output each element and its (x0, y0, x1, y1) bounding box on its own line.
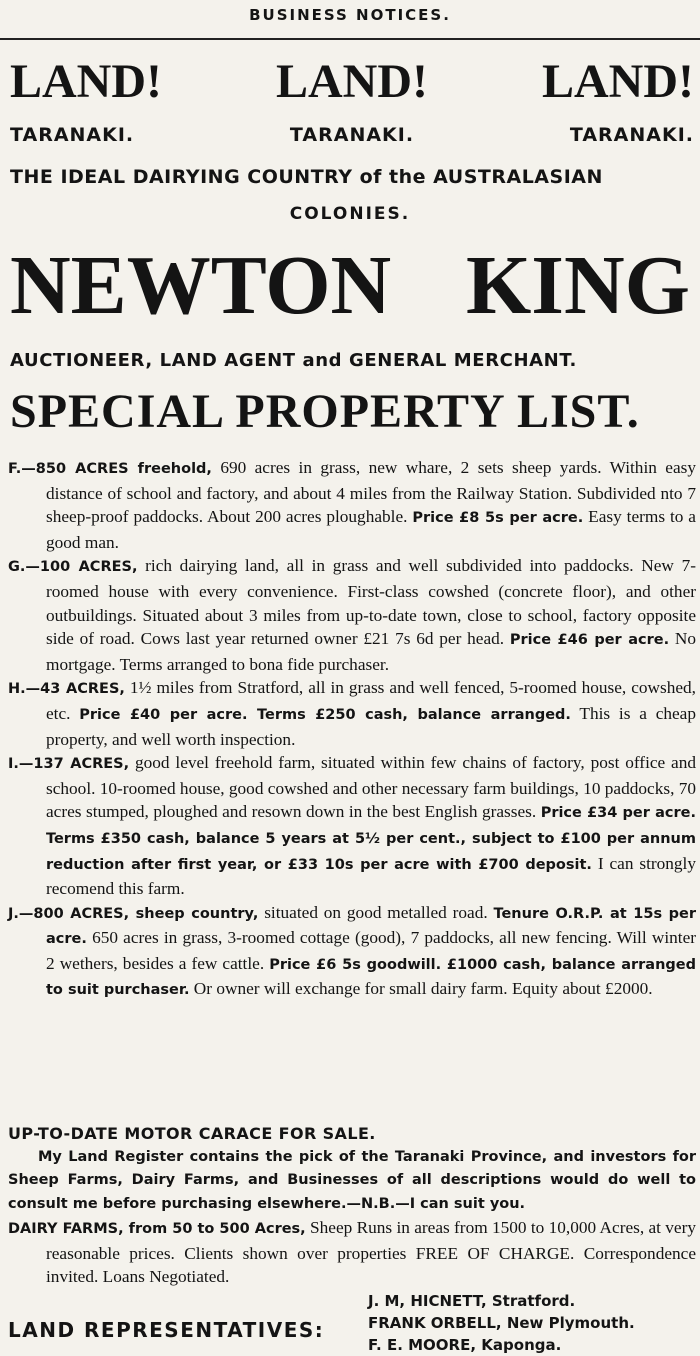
listing-i-head: I.—137 ACRES, (8, 756, 130, 773)
listing-f-head: F.—850 ACRES freehold, (8, 461, 212, 477)
taranaki-2: TARANAKI. (289, 124, 415, 146)
listing-g-head: G.—100 ACRES, (8, 559, 138, 576)
listing-h-price: Price £40 per acre. Terms £250 cash, balance arranged. (79, 706, 571, 723)
taranaki-1: TARANAKI. (10, 124, 135, 146)
ideal-dairying-line: THE IDEAL DAIRYING COUNTRY of the AUSTRALASIAN (10, 166, 603, 188)
listing-h-terms: This is a cheap property, and well worth inspection. (46, 703, 696, 749)
listing-j-price: Price £6 5s goodwill. £1000 cash, balance arranged to suit purchaser. (46, 956, 697, 999)
land-word-1: LAND! (10, 55, 162, 108)
representative-1: J. M, HICNETT, Stratford. (368, 1292, 576, 1310)
listing-h (8, 676, 696, 751)
listing-i (8, 751, 696, 901)
listing-j-tenure: Tenure O.R.P. at 15s per acre. (46, 905, 696, 948)
business-description: AUCTIONEER, LAND AGENT and GENERAL MERCHANT. (10, 350, 577, 371)
name-first: NEWTON (10, 239, 392, 332)
land-representatives (8, 1290, 696, 1354)
listing-g-terms: No mortgage. Terms arranged to bona fide purchaser. (46, 629, 696, 674)
header-rule (0, 38, 700, 40)
listing-j-terms: Or owner will exchange for small dairy farm. Equity about £2000. (189, 979, 653, 999)
land-word-2: LAND! (276, 55, 428, 108)
land-headline (10, 56, 694, 108)
representative-2: FRANK ORBELL, New Plymouth. (368, 1314, 635, 1332)
representative-3: F. E. MOORE, Kaponga. (368, 1336, 562, 1354)
land-word-3: LAND! (542, 55, 694, 108)
representatives-list (368, 1290, 698, 1356)
listing-f (8, 456, 696, 554)
listing-j-text: situated on good metalled road. (258, 902, 494, 922)
taranaki-3: TARANAKI. (569, 124, 694, 146)
listing-i-price: Price £34 per acre. Terms £350 cash, balance 5 years at 5½ per cent., subject to £100 per annum reduction after first year, or £33 10s per acre with £700 deposit. (46, 805, 697, 873)
colonies-line: COLONIES. (289, 204, 411, 224)
listing-g-text: rich dairying land, all in grass and well subdivided into paddocks. New 7-roomed house with every convenience. First-class cowshed (concrete floor), and other outbuildings. Situated about 3 miles from up-to-date town, close to school, factory opposite side of road. Cows last year returned owner £21 7s 6d per head. (46, 556, 696, 649)
listing-i-text: good level freehold farm, situated within few chains of factory, post office and school. 10-roomed house, good cowshed and other necessary farm buildings, 10 paddocks, 70 acres stumped, ploughed and resown down in the best English grasses. (46, 753, 697, 822)
listing-g (8, 554, 696, 676)
listing-j-text2: 650 acres in grass, 3-roomed cottage (good), 7 paddocks, all new fencing. Will winter 2 wethers, besides a few cattle. (46, 928, 696, 973)
motor-garage-notice: UP-TO-DATE MOTOR CARACE FOR SALE. (8, 1124, 376, 1143)
business-name (0, 238, 700, 334)
listing-h-head: H.—43 ACRES, (8, 681, 125, 698)
closing-section (8, 1122, 696, 1289)
name-last: KING (465, 239, 690, 332)
representatives-label: LAND REPRESENTATIVES: (8, 1318, 325, 1342)
listing-j-head: J.—800 ACRES, sheep country, (8, 905, 259, 922)
section-header: BUSINESS NOTICES. (249, 6, 451, 24)
land-register-notice: My Land Register contains the pick of the Taranaki Province, and investors for Sheep Farms, Dairy Farms, and Businesses of all descriptions would do well to consult me before purchasing elsewhere.—N.B.—I can suit you. (8, 1148, 696, 1212)
property-list-title: SPECIAL PROPERTY LIST. (10, 385, 640, 438)
dairy-farms-text: Sheep Runs in areas from 1500 to 10,000 Acres, at very reasonable prices. Clients shown over properties FREE OF CHARGE. Correspondence invited. Loans Negotiated. (46, 1218, 697, 1286)
property-listings (8, 456, 696, 1003)
listing-g-price: Price £46 per acre. (509, 632, 670, 649)
listing-f-terms: Easy terms to a good man. (46, 507, 696, 552)
dairy-farms-notice (8, 1216, 696, 1289)
listing-j (8, 901, 696, 1003)
listing-f-price: Price £8 5s per acre. (412, 510, 584, 527)
taranaki-row (10, 124, 694, 146)
listing-i-terms: I can strongly recomend this farm. (46, 853, 696, 899)
listing-f-text: 690 acres in grass, new whare, 2 sets sheep yards. Within easy distance of school and factory, and about 4 miles from the Railway Station. Subdivided nto 7 sheep-proof paddocks. About 200 acres ploughable. (46, 458, 696, 527)
dairy-farms-head: DAIRY FARMS, from 50 to 500 Acres, (8, 1221, 306, 1237)
listing-h-text: 1½ miles from Stratford, all in grass and well fenced, 5-roomed house, cowshed, etc. (46, 678, 696, 723)
